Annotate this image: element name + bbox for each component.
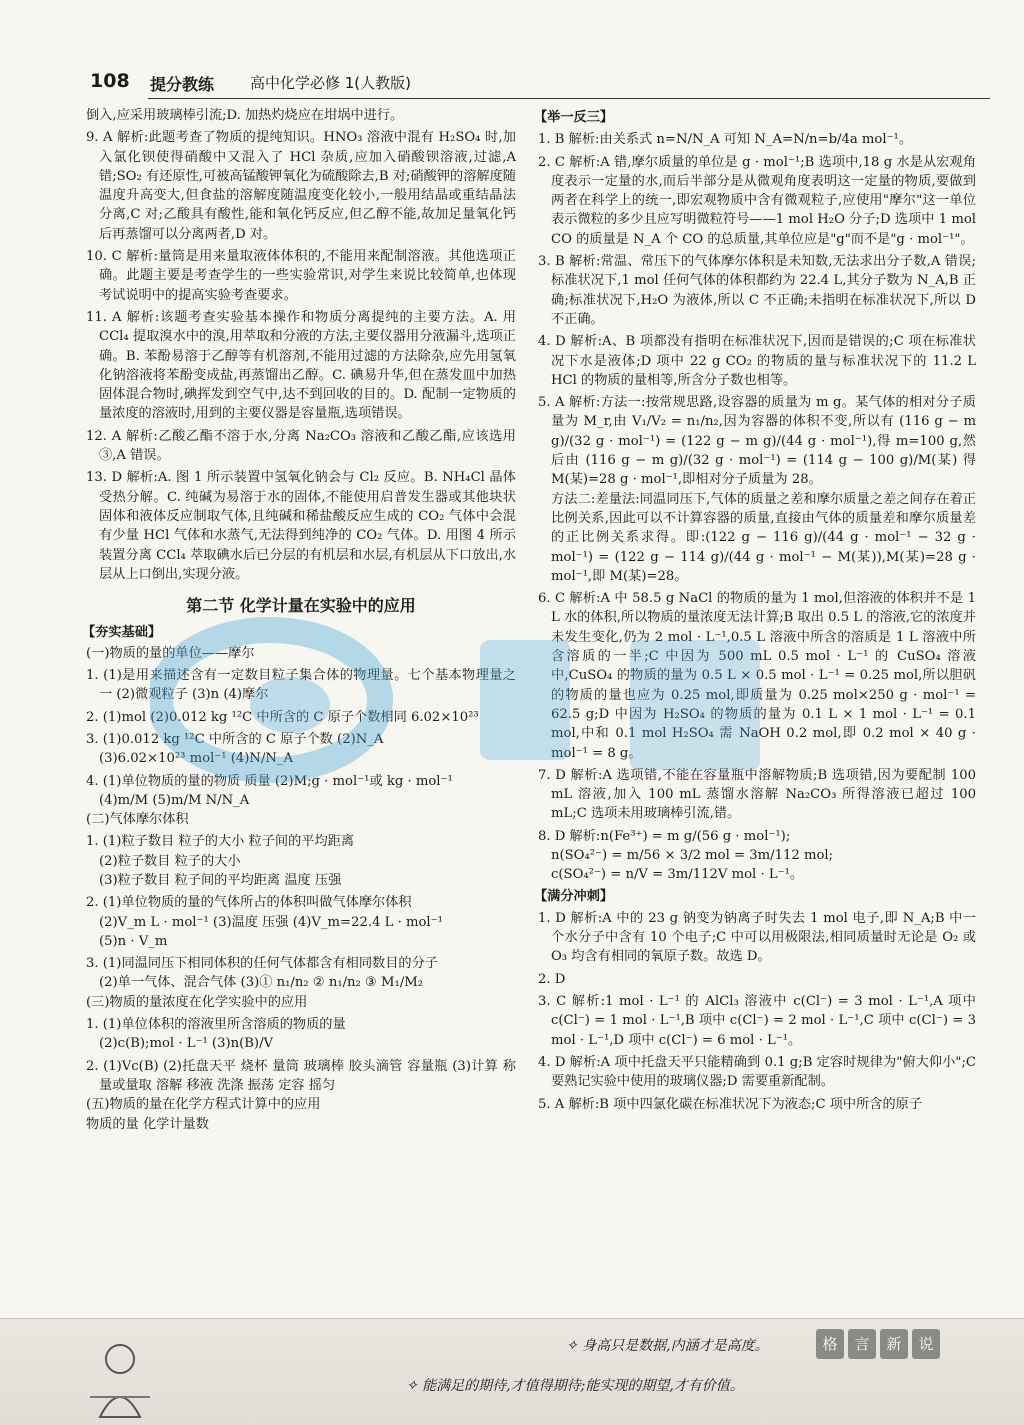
answer-item: 2. (1)Vc(B) (2)托盘天平 烧杯 量筒 玻璃棒 胶头滴管 容量瓶 (3)计算 称量或量取 溶解 移液 洗涤 振荡 定容 摇匀 xyxy=(86,1058,516,1093)
answer-item: 6. C 解析:A 中 58.5 g NaCl 的物质的量为 1 mol,但溶液的体积并不是 1 L 水的体积,所以物质的量浓度无法计算;B 取出 0.5 L 的溶液,它的浓度并未发生变化,仍为 2 mol · L⁻¹,0.5 L 溶液中所含的溶质是 1 L 溶液中所含溶质的一半;C 中因为 500 mL 0.5 mol · L⁻¹ 的 CuSO₄ 溶液中,CuSO₄ 的物质的量为 0.5 L × 0.5 mol · L⁻¹ = 0.25 mol,所以胆矾的物质的量也应为 0.25 mol,即质量为 0.25 mol×250 g · mol⁻¹ = 62.5 g;D 中因为 H₂SO₄ 的物质的量为 0.1 L × 1 mol · L⁻¹ = 0.1 mol,中和 0.1 mol H₂SO₄ 需 NaOH 0.2 mol,即 0.2 mol × 40 g · mol⁻¹ = 8 g。 xyxy=(538,591,976,761)
paragraph: (5)n · V_m xyxy=(99,933,168,949)
paragraph: 倒入,应采用玻璃棒引流;D. 加热灼烧应在坩埚中进行。 xyxy=(86,108,404,123)
right-column xyxy=(534,106,976,1114)
paragraph: (2)V_m L · mol⁻¹ (3)温度 压强 (4)V_m=22.4 L · mol⁻¹ xyxy=(99,914,443,930)
page-number: 108 xyxy=(90,70,130,92)
paragraph: 物质的量 化学计量数 xyxy=(86,1116,209,1132)
footer-quote-2: ✧ 能满足的期待,才值得期待;能实现的期望,才有价值。 xyxy=(406,1378,744,1394)
answer-item: 1. (1)单位体积的溶液里所含溶质的物质的量 xyxy=(86,1017,346,1033)
paragraph: (五)物质的量在化学方程式计算中的应用 xyxy=(86,1097,321,1113)
answer-item: 4. D 解析:A、B 项都没有指明在标准状况下,因而是错误的;C 项在标准状况下水是液体;D 项中 22 g CO₂ 的物质的量与标准状况下的 11.2 L HCl 的物质的量相等,所含分子数也相等。 xyxy=(538,334,976,388)
paragraph: 方法二:差量法:同温同压下,气体的质量之差和摩尔质量之差之间存在着正比例关系,因此可以不计算容器的质量,直接由气体的质量差和摩尔质量差的正比例关系求得。即:(122 g − 116 g)/(44 g · mol⁻¹ − 32 g · mol⁻¹) = (122 g − 114 g)/(44 g · mol⁻¹ − M(某)),M(某)=28 g · mol⁻¹,即 M(某)=28。 xyxy=(551,491,976,584)
answer-item: 4. (1)单位物质的量的物质 质量 (2)M;g · mol⁻¹或 kg · mol⁻¹ xyxy=(86,773,453,789)
section-tag: 【满分冲刺】 xyxy=(534,888,614,904)
answer-item: 3. B 解析:常温、常压下的气体摩尔体积是未知数,无法求出分子数,A 错误;标准状况下,1 mol 任何气体的体积都约为 22.4 L,其分子数为 N_A,B 正确;标准状况下,H₂O 为液体,所以 C 不正确;未指明在标准状况下,所以 D 不正确。 xyxy=(538,254,976,327)
paragraph: (3)粒子数目 粒子间的平均距离 温度 压强 xyxy=(99,872,342,888)
left-column xyxy=(82,106,516,1134)
page-header xyxy=(60,70,990,104)
answer-item: 3. (1)同温同压下相同体积的任何气体都含有相同数目的分子 xyxy=(86,956,438,972)
footer-quote-1: ✧ 身高只是数据,内涵才是高度。 xyxy=(566,1338,769,1354)
mascot-illustration xyxy=(80,1337,160,1421)
paragraph: n(SO₄²⁻) = m/56 × 3/2 mol = 3m/112 mol; xyxy=(551,847,834,863)
paragraph: (2)c(B);mol · L⁻¹ (3)n(B)/V xyxy=(99,1036,274,1052)
answer-item: 1. (1)粒子数目 粒子的大小 粒子间的平均距离 xyxy=(86,834,355,850)
answer-item: 8. D 解析:n(Fe³⁺) = m g/(56 g · mol⁻¹); xyxy=(538,828,791,844)
badge-char: 说 xyxy=(912,1329,940,1359)
answer-item: 5. A 解析:B 项中四氯化碳在标准状况下为液态;C 项中所含的原子 xyxy=(538,1096,923,1112)
answer-item: 12. A 解析:乙酸乙酯不溶于水,分离 Na₂CO₃ 溶液和乙酸乙酯,应该选用③,A 错误。 xyxy=(86,428,516,464)
badge-char: 新 xyxy=(880,1329,908,1359)
section-tag: 【夯实基础】 xyxy=(82,625,162,641)
paragraph: (三)物质的量浓度在化学实验中的应用 xyxy=(86,994,308,1010)
answer-item: 2. (1)单位物质的量的气体所占的体积叫做气体摩尔体积 xyxy=(86,895,412,911)
paragraph: (4)m/M (5)m/M N/N_A xyxy=(99,792,250,808)
answer-item: 11. A 解析:该题考查实验基本操作和物质分离提纯的主要方法。A. 用 CCl₄ 提取溴水中的溴,用萃取和分液的方法,主要仪器用分液漏斗,选项正确。B. 苯酚易溶于乙醇等有机溶剂,不能用过滤的方法除杂,应先用氢氧化钠溶液将苯酚变成盐,再蒸馏出乙醇。C. 碘易升华,但在蒸发皿中加热固体混合物时,碘挥发到空气中,达不到回收的目的。D. 配制一定物质的量浓度的溶液时,用到的主要仪器是容量瓶,选项错误。 xyxy=(86,309,516,422)
answer-item: 3. C 解析:1 mol · L⁻¹ 的 AlCl₃ 溶液中 c(Cl⁻) = 3 mol · L⁻¹,A 项中 c(Cl⁻) = 1 mol · L⁻¹,B 项中 c(Cl⁻) = 2 mol · L⁻¹,C 项中 c(Cl⁻) = 3 mol · L⁻¹,D 项中 c(Cl⁻) = 6 mol · L⁻¹。 xyxy=(538,994,976,1048)
book-title: 提分教练 xyxy=(150,75,215,94)
header-rule xyxy=(148,98,990,99)
motto-badge xyxy=(816,1329,940,1359)
answer-item: 1. B 解析:由关系式 n=N/N_A 可知 N_A=N/n=b/4a mol⁻¹。 xyxy=(538,132,913,148)
section-tag: 【举一反三】 xyxy=(534,110,614,125)
answer-item: 7. D 解析:A 选项错,不能在容量瓶中溶解物质;B 选项错,因为要配制 100 mL 溶液,加入 100 mL 蒸馏水溶解 Na₂CO₃ 所得溶液已超过 100 mL;C 选项未用玻璃棒引流,错。 xyxy=(538,767,976,822)
answer-item: 13. D 解析:A. 图 1 所示装置中氢氧化钠会与 Cl₂ 反应。B. NH₄Cl 晶体受热分解。C. 纯碱为易溶于水的固体,不能使用启普发生器或其他块状固体和液体反应制取气体,且纯碱和稀盐酸反应生成的 CO₂ 气体中会混有少量 HCl 气体和水蒸气,无法得到纯净的 CO₂ 气体。D. 用图 4 所示装置分离 CCl₄ 萃取碘水后已分层的有机层和水层,有机层从下口放出,水层从上口倒出,实现分液。 xyxy=(86,470,516,582)
paragraph: c(SO₄²⁻) = n/V = 3m/112V mol · L⁻¹。 xyxy=(551,867,804,883)
book-subtitle: 高中化学必修 1(人教版) xyxy=(250,74,412,92)
paragraph: (2)粒子数目 粒子的大小 xyxy=(99,853,241,869)
answer-item: 1. D 解析:A 中的 23 g 钠变为钠离子时失去 1 mol 电子,即 N_A;B 中一个水分子中含有 10 个电子;C 中可以用极限法,相同质量时无论是 O₂ 或 O₃ 均含有相同的氧原子数。故选 D。 xyxy=(538,910,976,965)
paragraph: (2)单一气体、混合气体 (3)① n₁/n₂ ② n₁/n₂ ③ M₁/M₂ xyxy=(99,975,424,991)
paragraph: (3)6.02×10²³ mol⁻¹ (4)N/N_A xyxy=(99,751,294,767)
badge-char: 格 xyxy=(816,1329,844,1359)
answer-item: 5. A 解析:方法一:按常规思路,设容器的质量为 m g。某气体的相对分子质量为 M_r,由 V₁/V₂ = n₁/n₂,因为容器的体积不变,所以有 (116 g − m g)/(32 g · mol⁻¹) = (122 g − m g)/(44 g · mol⁻¹),得 m=100 g,然后由 (116 g − m g)/(32 g · mol⁻¹) = (114 g − 100 g)/M(某) 得 M(某)=28 g · mol⁻¹,即相对分子质量为 28。 xyxy=(538,395,976,488)
answer-item: 3. (1)0.012 kg ¹²C 中所含的 C 原子个数 (2)N_A xyxy=(86,731,384,747)
answer-item: 2. C 解析:A 错,摩尔质量的单位是 g · mol⁻¹;B 选项中,18 g 水是从宏观角度表示一定量的水,而后半部分是从微观角度表明这一定量的物质,要做到两者在科学上的统一,即宏观物质中含有微观粒子,应使用"摩尔"这一单位表示微粒的多少且应写明微粒符号——1 mol H₂O 分子;D 选项中 1 mol CO 的质量是 N_A 个 CO 的总质量,其单位应是"g"而不是"g · mol⁻¹"。 xyxy=(538,154,976,247)
page-footer xyxy=(0,1318,1024,1425)
answer-item: 2. D xyxy=(538,971,566,987)
paragraph: (二)气体摩尔体积 xyxy=(86,812,189,828)
answer-item: 1. (1)是用来描述含有一定数目粒子集合体的物理量。七个基本物理量之一 (2)微观粒子 (3)n (4)摩尔 xyxy=(86,668,516,703)
answer-item: 9. A 解析:此题考查了物质的提纯知识。HNO₃ 溶液中混有 H₂SO₄ 时,加入氯化钡使得硝酸中又混入了 HCl 杂质,应加入硝酸钡溶液,过滤,A 错;SO₂ 有还原性,可被高锰酸钾氧化为硫酸除去,B 对;硝酸钾的溶解度随温度升高变大,但食盐的溶解度随温度变化较小,一般用结晶或重结晶法分离,C 对;乙酸具有酸性,能和氧化钙反应,但乙醇不能,故加足量氧化钙后再蒸馏可以分离两者,D 对。 xyxy=(86,130,516,242)
section-title: 第二节 化学计量在实验中的应用 xyxy=(186,596,416,616)
badge-char: 言 xyxy=(848,1329,876,1359)
paragraph: (一)物质的量的单位——摩尔 xyxy=(86,645,255,661)
answer-item: 2. (1)mol (2)0.012 kg ¹²C 中所含的 C 原子个数相同 6.02×10²³ xyxy=(86,709,479,725)
answer-item: 10. C 解析:量筒是用来量取液体体积的,不能用来配制溶液。其他选项正确。此题主要是考查学生的一些实验常识,对学生来说比较简单,也体现考试说明中的提高实验考查要求。 xyxy=(86,249,516,303)
answer-item: 4. D 解析:A 项中托盘天平只能精确到 0.1 g;B 定容时规律为"俯大仰小";C 要熟记实验中使用的玻璃仪器;D 需要重新配制。 xyxy=(538,1054,976,1090)
